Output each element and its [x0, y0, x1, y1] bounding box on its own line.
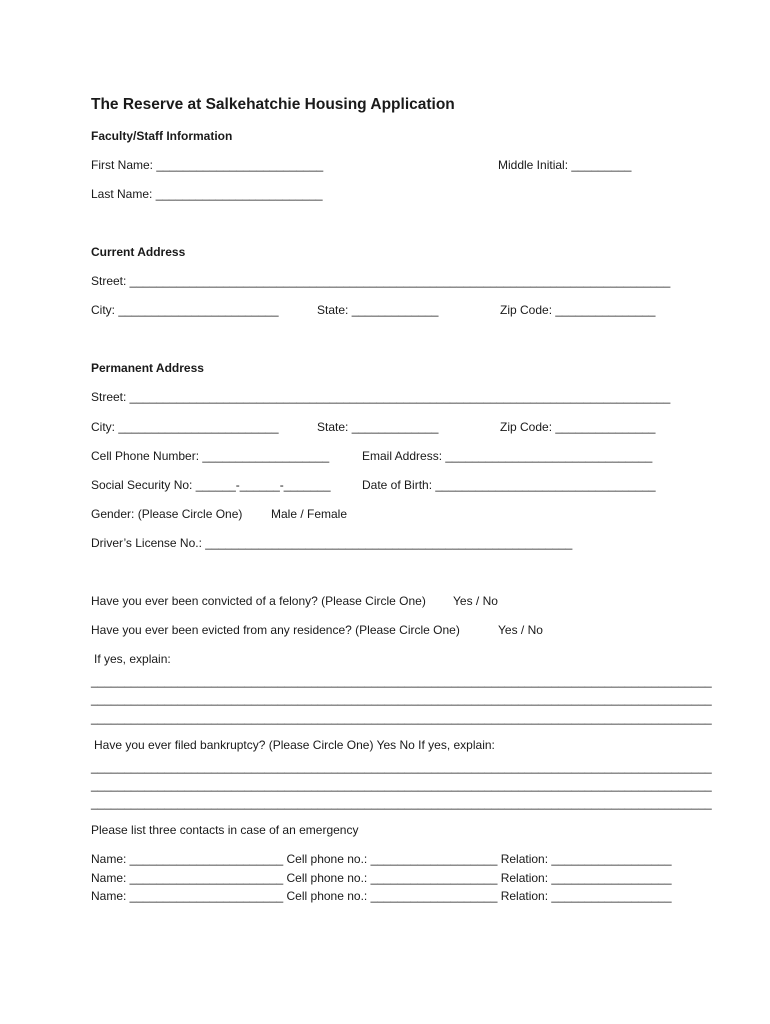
bankruptcy-line: _____________________________________________________________________________________________ [91, 778, 712, 792]
current-street-field: Street: _________________________________________________________________________________ [91, 274, 671, 288]
contacts-heading: Please list three contacts in case of an emergency [91, 823, 359, 837]
current-zip-field: Zip Code: _______________ [500, 303, 656, 317]
bankruptcy-question: Have you ever filed bankruptcy? (Please Circle One) Yes No If yes, explain: [94, 738, 495, 752]
permanent-city-field: City: ________________________ [91, 420, 279, 434]
explain-label: If yes, explain: [94, 652, 171, 666]
permanent-address-heading: Permanent Address [91, 361, 204, 375]
felony-question: Have you ever been convicted of a felony? (Please Circle One) [91, 594, 426, 608]
current-state-field: State: _____________ [317, 303, 439, 317]
explain-line: _____________________________________________________________________________________________ [91, 692, 712, 706]
current-city-field: City: ________________________ [91, 303, 279, 317]
explain-line: _____________________________________________________________________________________________ [91, 674, 712, 688]
email-field: Email Address: _______________________________ [362, 449, 653, 463]
bankruptcy-line: _____________________________________________________________________________________________ [91, 796, 712, 810]
cell-phone-field: Cell Phone Number: ___________________ [91, 449, 330, 463]
eviction-question: Have you ever been evicted from any residence? (Please Circle One) [91, 623, 460, 637]
current-address-heading: Current Address [91, 245, 186, 259]
middle-initial-field: Middle Initial: _________ [498, 158, 632, 172]
faculty-heading: Faculty/Staff Information [91, 129, 233, 143]
permanent-street-field: Street: _________________________________________________________________________________ [91, 390, 671, 404]
dob-field: Date of Birth: _________________________________ [362, 478, 656, 492]
gender-options: Male / Female [271, 507, 348, 521]
drivers-license-field: Driver’s License No.: _______________________________________________________ [91, 536, 573, 550]
page-title: The Reserve at Salkehatchie Housing Application [91, 96, 455, 113]
contact-row: Name: _______________________ Cell phone no.: ___________________ Relation: __________________ [91, 871, 672, 885]
first-name-field: First Name: _________________________ [91, 158, 324, 172]
felony-options: Yes / No [453, 594, 498, 608]
bankruptcy-line: _____________________________________________________________________________________________ [91, 760, 712, 774]
contact-row: Name: _______________________ Cell phone no.: ___________________ Relation: __________________ [91, 852, 672, 866]
permanent-state-field: State: _____________ [317, 420, 439, 434]
last-name-field: Last Name: _________________________ [91, 187, 323, 201]
gender-label: Gender: (Please Circle One) [91, 507, 243, 521]
eviction-options: Yes / No [498, 623, 543, 637]
permanent-zip-field: Zip Code: _______________ [500, 420, 656, 434]
explain-line: _____________________________________________________________________________________________ [91, 711, 712, 725]
ssn-field: Social Security No: ______-______-_______ [91, 478, 331, 492]
contact-row: Name: _______________________ Cell phone no.: ___________________ Relation: __________________ [91, 889, 672, 903]
